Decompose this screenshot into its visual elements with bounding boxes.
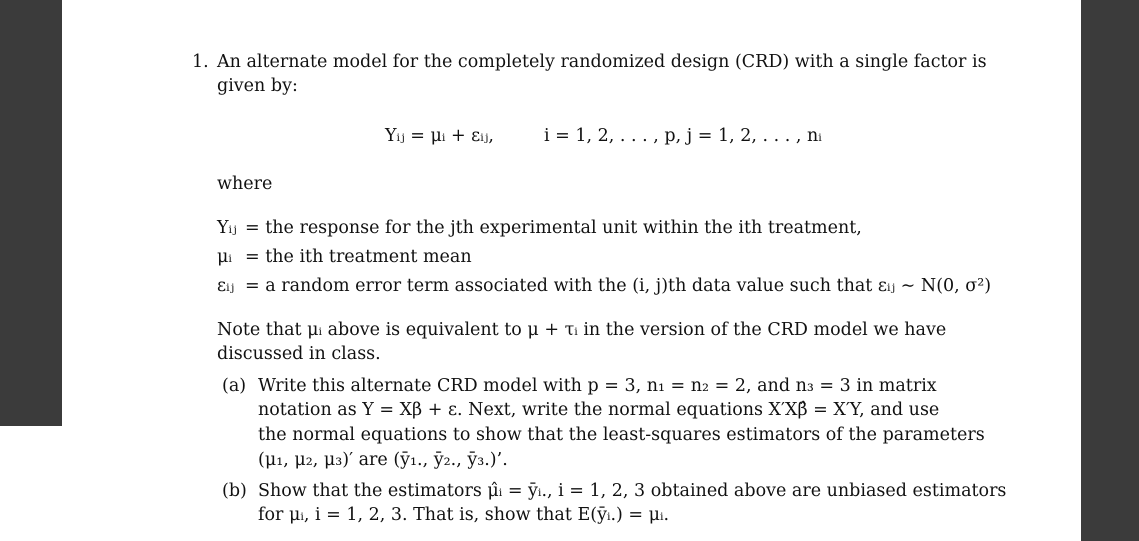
model-indices: i = 1, 2, . . . , p, j = 1, 2, . . . , nᵢ bbox=[544, 126, 822, 146]
part-a-line-3: the normal equations to show that the least-squares estimators of the parameters bbox=[258, 425, 985, 445]
definition-term-mu: μᵢ bbox=[217, 247, 232, 267]
right-background-panel bbox=[1081, 0, 1139, 541]
part-a-line-4: (μ₁, μ₂, μ₃)′ are (ȳ₁., ȳ₂., ȳ₃.)’. bbox=[258, 450, 508, 470]
part-a-label: (a) bbox=[222, 376, 247, 396]
model-equation: Yᵢⱼ = μᵢ + εᵢⱼ, bbox=[385, 126, 494, 146]
note-line-1: Note that μᵢ above is equivalent to μ + τᵢ in the version of the CRD model we have bbox=[217, 320, 947, 340]
definition-text-y: = the response for the jth experimental unit within the ith treatment, bbox=[245, 218, 862, 238]
intro-line-2: given by: bbox=[217, 76, 298, 96]
where-label: where bbox=[217, 174, 273, 194]
definition-text-mu: = the ith treatment mean bbox=[245, 247, 472, 267]
note-line-2: discussed in class. bbox=[217, 344, 381, 364]
definition-text-epsilon: = a random error term associated with the (i, j)th data value such that εᵢⱼ ∼ N(0, σ²) bbox=[245, 276, 992, 296]
part-a-line-1: Write this alternate CRD model with p = 3, n₁ = n₂ = 2, and n₃ = 3 in matrix bbox=[258, 376, 937, 396]
part-b-line-1: Show that the estimators μ̂ᵢ = ȳᵢ., i = 1, 2, 3 obtained above are unbiased estimators bbox=[258, 481, 1007, 501]
definition-term-y: Yᵢⱼ bbox=[217, 218, 237, 238]
left-background-panel bbox=[0, 0, 62, 426]
part-b-label: (b) bbox=[222, 481, 247, 501]
document-page bbox=[62, 0, 1081, 541]
problem-number: 1. bbox=[192, 52, 209, 72]
part-a-line-2: notation as Y = Xβ + ε. Next, write the normal equations X′Xβ̂ = X′Y, and use bbox=[258, 400, 940, 420]
definition-term-epsilon: εᵢⱼ bbox=[217, 276, 235, 296]
part-b-line-2: for μᵢ, i = 1, 2, 3. That is, show that E(ȳᵢ.) = μᵢ. bbox=[258, 505, 670, 525]
intro-line-1: An alternate model for the completely randomized design (CRD) with a single factor is bbox=[217, 52, 987, 72]
